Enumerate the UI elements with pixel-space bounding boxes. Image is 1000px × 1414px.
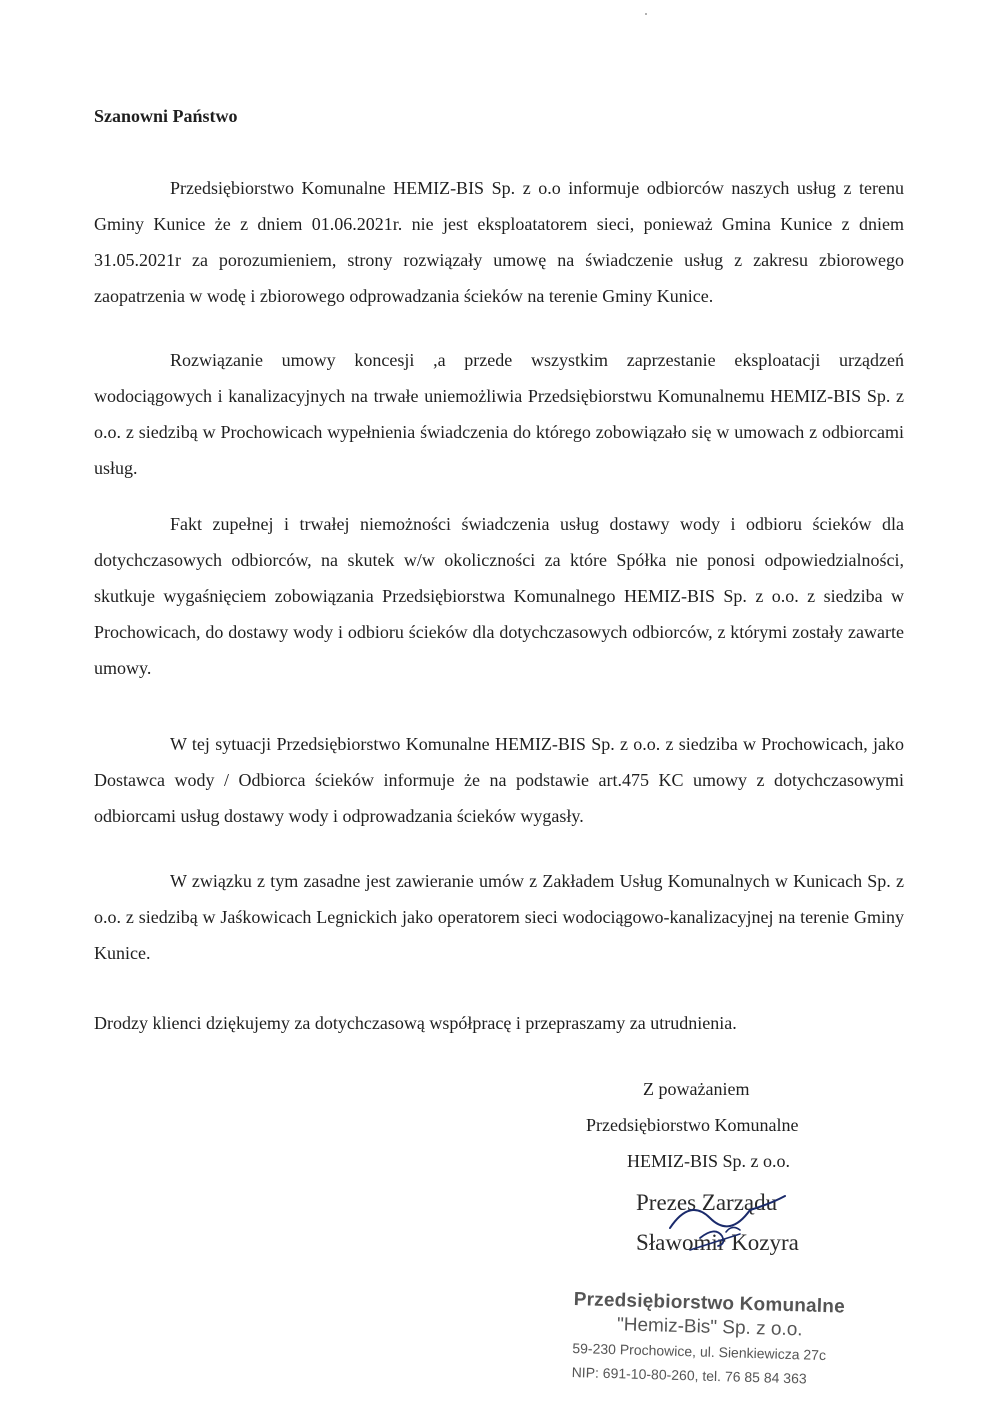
company-stamp bbox=[571, 1290, 863, 1390]
stamp-name-line: "Hemiz-Bis" Sp. z o.o. bbox=[616, 1314, 803, 1341]
scan-speck bbox=[645, 13, 647, 15]
signature-title: Prezes Zarządu bbox=[636, 1190, 778, 1215]
stamp-company-line: Przedsiębiorstwo Komunalne bbox=[573, 1289, 846, 1318]
closing-company-name: HEMIZ-BIS Sp. z o.o. bbox=[627, 1151, 790, 1171]
closing-greeting: Z poważaniem bbox=[643, 1079, 750, 1099]
closing-company: Przedsiębiorstwo Komunalne bbox=[586, 1115, 799, 1135]
signature-name: Sławomir Kozyra bbox=[636, 1230, 799, 1255]
handwritten-signature bbox=[660, 1188, 800, 1258]
stamp-nip-line: NIP: 691-10-80-260, tel. 76 85 84 363 bbox=[571, 1363, 807, 1387]
paragraph-1: Przedsiębiorstwo Komunalne HEMIZ-BIS Sp. z o.o informuje odbiorców naszych usług z terenu Gminy Kunice że z dniem 01.06.2021r. nie jest eksploatatorem sieci, ponieważ Gmina Kunice z dniem 31.05.2021r za porozumieniem, strony rozwiązały umowę na świadczenie usług z zakresu zbiorowego zaopatrzenia w wodę i zbiorowego odprowadzania ścieków na terenie Gminy Kunice. bbox=[94, 178, 904, 306]
paragraph-4: W tej sytuacji Przedsiębiorstwo Komunalne HEMIZ-BIS Sp. z o.o. z siedziba w Prochowicach, jako Dostawca wody / Odbiorca ścieków informuje że na podstawie art.475 KC umowy z dotychczasowymi odbiorcami usług dostawy wody i odprowadzania ścieków wygasły. bbox=[94, 734, 904, 826]
stamp-address-line: 59-230 Prochowice, ul. Sienkiewicza 27c bbox=[572, 1339, 827, 1364]
paragraph-6: Drodzy klienci dziękujemy za dotychczasową współpracę i przepraszamy za utrudnienia. bbox=[94, 1013, 737, 1033]
paragraph-5: W związku z tym zasadne jest zawieranie umów z Zakładem Usług Komunalnych w Kunicach Sp. z o.o. z siedzibą w Jaśkowicach Legnickich jako operatorem sieci wodociągowo-kanalizacyjnej na terenie Gminy Kunice. bbox=[94, 871, 904, 963]
salutation: Szanowni Państwo bbox=[94, 106, 238, 126]
paragraph-3: Fakt zupełnej i trwałej niemożności świadczenia usług dostawy wody i odbioru ścieków dla dotychczasowych odbiorców, na skutek w/w okoliczności za które Spółka nie ponosi odpowiedzialności, skutkuje wygaśnięciem zobowiązania Przedsiębiorstwa Komunalnego HEMIZ-BIS Sp. z o.o. z siedziba w Prochowicach, do dostawy wody i odbioru ścieków dla dotychczasowych odbiorców, z którymi zostały zawarte umowy. bbox=[94, 514, 904, 678]
paragraph-2: Rozwiązanie umowy koncesji ,a przede wszystkim zaprzestanie eksploatacji urządzeń wodociągowych i kanalizacyjnych na trwałe uniemożliwia Przedsiębiorstwu Komunalnemu HEMIZ-BIS Sp. z o.o. z siedzibą w Prochowicach wypełnienia świadczenia do którego zobowiązało się w umowach z odbiorcami usług. bbox=[94, 350, 904, 478]
